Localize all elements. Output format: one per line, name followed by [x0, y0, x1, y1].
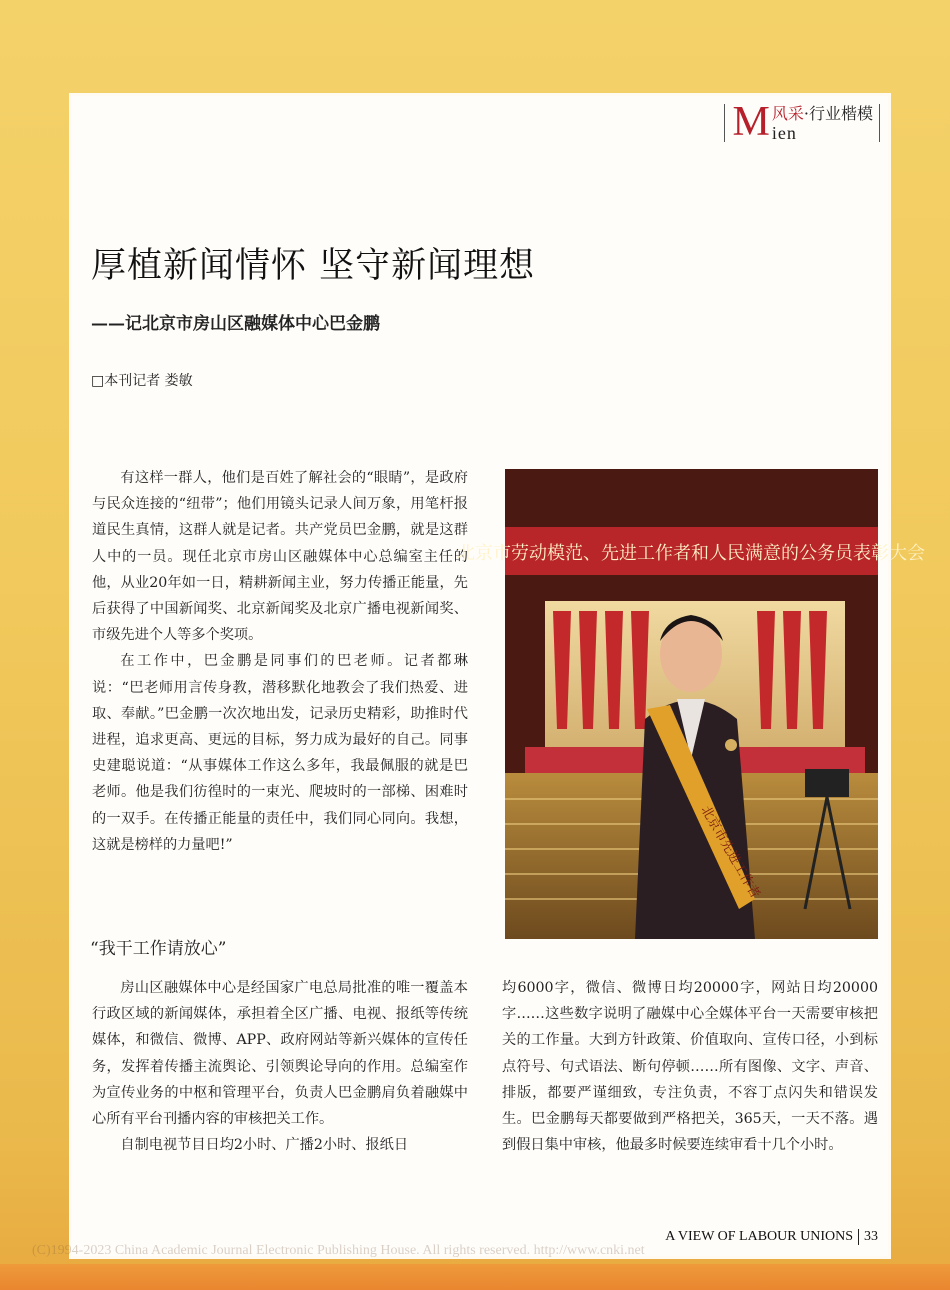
section-name-dark: ·行业楷模 [803, 104, 873, 123]
paragraph-colleagues: 在工作中，巴金鹏是同事们的巴老师。记者都琳说：“巴老师用言传身教，潜移默化地教会了我们热爱、进取、奉献。”巴金鹏一次次地出发，记录历史精彩，助推时代进程，追求更高、更远的目标，努力成为最好的自己。同事史建聪说道：“从事媒体工作这么多年，我最佩服的就是巴老师。他是我们彷徨时的一束光、爬坡时的一部梯、困难时的一双手。在传播正能量的责任中，我们同心同向。我想，这就是榜样的力量吧!” [92, 653, 468, 853]
paragraph-intro: 有这样一群人，他们是百姓了解社会的“眼睛”，是政府与民众连接的“纽带”；他们用镜头记录人间万象，用笔杆报道民生真情，这群人就是记者。共产党员巴金鹏，就是这群人中的一员。现任北京市房山区融媒体中心总编室主任的他，从业20年如一日，精耕新闻主业，努力传播正能量，先后获得了中国新闻奖、北京新闻奖及北京广播电视新闻奖、市级先进个人等多个奖项。 [92, 470, 468, 644]
page-paper [72, 96, 925, 1256]
article-subtitle: ——记北京市房山区融媒体中心巴金鹏 [91, 314, 380, 334]
page-number: 33 [864, 1229, 878, 1244]
page-footer [665, 1229, 878, 1245]
section-name [772, 104, 873, 124]
bottom-color-strip [0, 1264, 950, 1290]
paragraph-daily-output: 自制电视节目日均2小时、广播2小时、报纸日 [120, 1137, 409, 1154]
body-column-right-bottom [502, 975, 878, 1158]
logo-letter: M [732, 99, 770, 145]
award-photo [457, 469, 925, 939]
body-column-left-top [92, 465, 468, 858]
section-name-red: 风采 [771, 104, 804, 123]
sash-text: 北京市先进工作者 [697, 803, 763, 902]
section-name-en: ien [771, 123, 797, 143]
body-column-left-bottom [92, 975, 468, 1158]
section-logo [732, 99, 873, 145]
award-photo-illustration [457, 469, 925, 939]
article-title: 厚植新闻情怀 坚守新闻理想 [91, 246, 536, 286]
header-divider-right [879, 104, 880, 142]
magazine-name: A VIEW OF LABOUR UNIONS [665, 1229, 853, 1244]
footer-divider [858, 1229, 859, 1245]
header-divider-left [724, 104, 725, 142]
paragraph-review-workload: 均6000字，微信、微博日均20000字，网站日均20000字……这些数字说明了融媒中心全媒体平台一天需要审核把关的工作量。大到方针政策、价值取向、宣传口径，小到标点符号、句式语法、断句停顿……所有图像、文字、声音、排版，都要严谨细致，专注负责，不容丁点闪失和错误发生。巴金鹏每天都要做到严格把关，365天，一天不落。遇到假日集中审核，他最多时候要连续审看十几个小时。 [502, 980, 878, 1154]
logo-text [772, 104, 873, 142]
copyright-watermark: (C)1994-2023 China Academic Journal Electronic Publishing House. All rights reserved. http://www.cnki.net [32, 1243, 645, 1258]
section-heading: “我干工作请放心” [90, 939, 227, 959]
banner-text: 北京市劳动模范、先进工作者和人民满意的公务员表彰大会 [457, 543, 925, 564]
paragraph-media-center: 房山区融媒体中心是经国家广电总局批准的唯一覆盖本行政区域的新闻媒体，承担着全区广播、电视、报纸等传统媒体，和微信、微博、APP、政府网站等新兴媒体的宣传任务，发挥着传播主流舆论、引领舆论导向的作用。总编室作为宣传业务的中枢和管理平台，负责人巴金鹏肩负着融媒中心所有平台刊播内容的审核把关工作。 [92, 980, 468, 1128]
article-byline: □本刊记者 娄敏 [91, 373, 193, 389]
section-header [724, 99, 880, 145]
